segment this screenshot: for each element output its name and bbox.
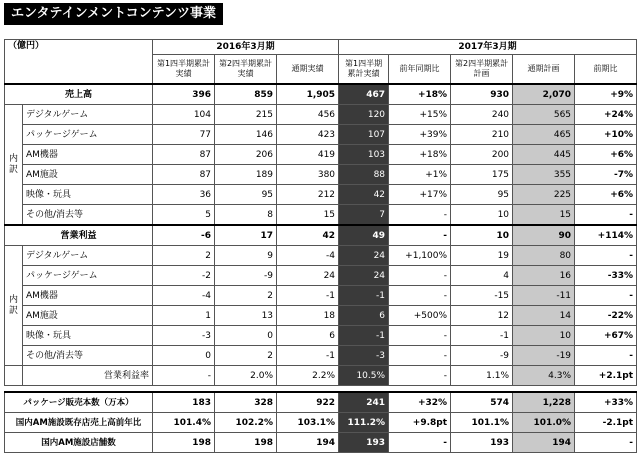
value-cell: -6 xyxy=(153,225,215,246)
value-cell: 18 xyxy=(277,306,339,326)
uchiwake-char: 内 xyxy=(8,294,18,305)
value-cell: 101.1% xyxy=(451,413,513,433)
value-cell: 1 xyxy=(153,306,215,326)
value-cell: 120 xyxy=(339,105,389,125)
value-cell: 5 xyxy=(153,205,215,226)
value-cell: - xyxy=(575,433,637,453)
value-cell: -3 xyxy=(153,326,215,346)
value-cell: - xyxy=(575,346,637,366)
uchiwake-char: 訳 xyxy=(8,305,18,316)
value-cell: 24 xyxy=(339,266,389,286)
header-row-years xyxy=(5,40,637,55)
value-cell: 0 xyxy=(215,326,277,346)
value-cell: 101.4% xyxy=(153,413,215,433)
value-cell: 930 xyxy=(451,84,513,105)
value-cell: 87 xyxy=(153,145,215,165)
value-cell: 88 xyxy=(339,165,389,185)
row-label: その他/消去等 xyxy=(23,205,153,226)
value-cell: 355 xyxy=(513,165,575,185)
value-cell: 396 xyxy=(153,84,215,105)
financial-table xyxy=(4,39,637,453)
row-label: AM施設 xyxy=(23,306,153,326)
value-cell: -9 xyxy=(215,266,277,286)
col-header: 第2四半期累計実績 xyxy=(215,55,277,85)
value-cell: 6 xyxy=(277,326,339,346)
value-cell: 467 xyxy=(339,84,389,105)
value-cell: +6% xyxy=(575,145,637,165)
value-cell: 2.2% xyxy=(277,366,339,386)
col-header: 通期計画 xyxy=(513,55,575,85)
col-header: 第1四半期累計実績 xyxy=(153,55,215,85)
value-cell: 111.2% xyxy=(339,413,389,433)
col-header: 第1四半期累計実績 xyxy=(339,55,389,85)
value-cell: 445 xyxy=(513,145,575,165)
table-row xyxy=(5,266,637,286)
uchiwake-char: 内 xyxy=(8,153,18,164)
unit-label: （億円） xyxy=(5,40,153,85)
value-cell: 87 xyxy=(153,165,215,185)
value-cell: - xyxy=(153,366,215,386)
value-cell: -2 xyxy=(153,266,215,286)
value-cell: 90 xyxy=(513,225,575,246)
value-cell: +1,100% xyxy=(389,246,451,266)
value-cell: 423 xyxy=(277,125,339,145)
value-cell: 10 xyxy=(451,225,513,246)
row-label: 映像・玩具 xyxy=(23,326,153,346)
value-cell: 194 xyxy=(513,433,575,453)
value-cell: +10% xyxy=(575,125,637,145)
value-cell: - xyxy=(389,286,451,306)
table-row xyxy=(5,145,637,165)
value-cell: 146 xyxy=(215,125,277,145)
row-label: パッケージゲーム xyxy=(23,266,153,286)
value-cell: 104 xyxy=(153,105,215,125)
row-label: 営業利益 xyxy=(5,225,153,246)
value-cell: 419 xyxy=(277,145,339,165)
value-cell: +9% xyxy=(575,84,637,105)
value-cell: +18% xyxy=(389,145,451,165)
value-cell: 24 xyxy=(339,246,389,266)
value-cell: 16 xyxy=(513,266,575,286)
value-cell: -3 xyxy=(339,346,389,366)
page-title: エンタテインメントコンテンツ事業 xyxy=(4,3,223,25)
table-row xyxy=(5,246,637,266)
value-cell: 465 xyxy=(513,125,575,145)
value-cell: 12 xyxy=(451,306,513,326)
value-cell: 198 xyxy=(215,433,277,453)
value-cell: 10.5% xyxy=(339,366,389,386)
value-cell: 194 xyxy=(277,433,339,453)
value-cell: 10 xyxy=(451,205,513,226)
row-label: 国内AM施設店舗数 xyxy=(5,433,153,453)
value-cell: 36 xyxy=(153,185,215,205)
row-label: デジタルゲーム xyxy=(23,105,153,125)
value-cell: 198 xyxy=(153,433,215,453)
value-cell: 4.3% xyxy=(513,366,575,386)
value-cell: +24% xyxy=(575,105,637,125)
value-cell: 1.1% xyxy=(451,366,513,386)
value-cell: +18% xyxy=(389,84,451,105)
value-cell: - xyxy=(575,246,637,266)
value-cell: 2 xyxy=(215,346,277,366)
table-row xyxy=(5,225,637,246)
value-cell: 189 xyxy=(215,165,277,185)
value-cell: 212 xyxy=(277,185,339,205)
table-row xyxy=(5,366,637,386)
value-cell: - xyxy=(389,326,451,346)
value-cell: 2 xyxy=(215,286,277,306)
value-cell: 2,070 xyxy=(513,84,575,105)
value-cell: +33% xyxy=(575,392,637,413)
value-cell: +1% xyxy=(389,165,451,185)
value-cell: 380 xyxy=(277,165,339,185)
value-cell: -2.1pt xyxy=(575,413,637,433)
value-cell: 7 xyxy=(339,205,389,226)
value-cell: -4 xyxy=(153,286,215,306)
value-cell: -1 xyxy=(339,326,389,346)
value-cell: -33% xyxy=(575,266,637,286)
value-cell: 15 xyxy=(513,205,575,226)
value-cell: 9 xyxy=(215,246,277,266)
row-label: その他/消去等 xyxy=(23,346,153,366)
value-cell: 95 xyxy=(215,185,277,205)
value-cell: - xyxy=(389,266,451,286)
uchiwake-char: 訳 xyxy=(8,164,18,175)
value-cell: 922 xyxy=(277,392,339,413)
value-cell: 1,905 xyxy=(277,84,339,105)
col-header: 前年同期比 xyxy=(389,55,451,85)
row-label: パッケージゲーム xyxy=(23,125,153,145)
table-row xyxy=(5,392,637,413)
value-cell: -22% xyxy=(575,306,637,326)
uchiwake-label xyxy=(5,105,23,226)
table-row xyxy=(5,84,637,105)
value-cell: - xyxy=(389,225,451,246)
value-cell: - xyxy=(389,366,451,386)
table-row xyxy=(5,413,637,433)
value-cell: +32% xyxy=(389,392,451,413)
value-cell: 1,228 xyxy=(513,392,575,413)
value-cell: 80 xyxy=(513,246,575,266)
value-cell: +9.8pt xyxy=(389,413,451,433)
row-label: デジタルゲーム xyxy=(23,246,153,266)
value-cell: 14 xyxy=(513,306,575,326)
value-cell: 103 xyxy=(339,145,389,165)
fy2017-header: 2017年3月期 xyxy=(339,40,637,55)
value-cell: 4 xyxy=(451,266,513,286)
empty-cell xyxy=(5,366,23,386)
row-label: AM機器 xyxy=(23,145,153,165)
value-cell: 107 xyxy=(339,125,389,145)
value-cell: -7% xyxy=(575,165,637,185)
value-cell: 17 xyxy=(215,225,277,246)
value-cell: 565 xyxy=(513,105,575,125)
value-cell: - xyxy=(575,286,637,306)
value-cell: 210 xyxy=(451,125,513,145)
value-cell: 574 xyxy=(451,392,513,413)
row-label: 国内AM施設既存店売上高前年比 xyxy=(5,413,153,433)
table-row xyxy=(5,286,637,306)
value-cell: -9 xyxy=(451,346,513,366)
row-label: 営業利益率 xyxy=(23,366,153,386)
value-cell: -4 xyxy=(277,246,339,266)
value-cell: 200 xyxy=(451,145,513,165)
row-label: AM機器 xyxy=(23,286,153,306)
value-cell: 2.0% xyxy=(215,366,277,386)
value-cell: 49 xyxy=(339,225,389,246)
value-cell: 95 xyxy=(451,185,513,205)
value-cell: - xyxy=(389,346,451,366)
table-row xyxy=(5,326,637,346)
value-cell: +17% xyxy=(389,185,451,205)
value-cell: - xyxy=(575,205,637,226)
value-cell: 241 xyxy=(339,392,389,413)
value-cell: 2 xyxy=(153,246,215,266)
value-cell: -1 xyxy=(277,346,339,366)
value-cell: -15 xyxy=(451,286,513,306)
value-cell: +15% xyxy=(389,105,451,125)
value-cell: +67% xyxy=(575,326,637,346)
value-cell: 42 xyxy=(277,225,339,246)
value-cell: 225 xyxy=(513,185,575,205)
value-cell: 0 xyxy=(153,346,215,366)
table-row xyxy=(5,205,637,226)
col-header: 通期実績 xyxy=(277,55,339,85)
row-label: 売上高 xyxy=(5,84,153,105)
table-row xyxy=(5,346,637,366)
value-cell: 77 xyxy=(153,125,215,145)
fy2016-header: 2016年3月期 xyxy=(153,40,339,55)
row-label: 映像・玩具 xyxy=(23,185,153,205)
table-row xyxy=(5,433,637,453)
col-header: 前期比 xyxy=(575,55,637,85)
table-row xyxy=(5,125,637,145)
value-cell: 42 xyxy=(339,185,389,205)
value-cell: 19 xyxy=(451,246,513,266)
value-cell: 102.2% xyxy=(215,413,277,433)
value-cell: 193 xyxy=(339,433,389,453)
value-cell: 10 xyxy=(513,326,575,346)
table-row xyxy=(5,306,637,326)
value-cell: 101.0% xyxy=(513,413,575,433)
value-cell: 240 xyxy=(451,105,513,125)
table-row xyxy=(5,105,637,125)
value-cell: 183 xyxy=(153,392,215,413)
value-cell: +39% xyxy=(389,125,451,145)
value-cell: 206 xyxy=(215,145,277,165)
value-cell: -1 xyxy=(277,286,339,306)
value-cell: 215 xyxy=(215,105,277,125)
value-cell: -1 xyxy=(339,286,389,306)
row-label: パッケージ販売本数（万本） xyxy=(5,392,153,413)
value-cell: - xyxy=(389,433,451,453)
table-row xyxy=(5,165,637,185)
value-cell: 8 xyxy=(215,205,277,226)
value-cell: +114% xyxy=(575,225,637,246)
value-cell: 859 xyxy=(215,84,277,105)
value-cell: 15 xyxy=(277,205,339,226)
value-cell: 6 xyxy=(339,306,389,326)
value-cell: -11 xyxy=(513,286,575,306)
value-cell: +6% xyxy=(575,185,637,205)
row-label: AM施設 xyxy=(23,165,153,185)
value-cell: 13 xyxy=(215,306,277,326)
value-cell: 175 xyxy=(451,165,513,185)
value-cell: 193 xyxy=(451,433,513,453)
value-cell: 103.1% xyxy=(277,413,339,433)
value-cell: -1 xyxy=(451,326,513,346)
table-row xyxy=(5,185,637,205)
value-cell: - xyxy=(389,205,451,226)
col-header: 第2四半期累計計画 xyxy=(451,55,513,85)
value-cell: -19 xyxy=(513,346,575,366)
value-cell: +500% xyxy=(389,306,451,326)
value-cell: 456 xyxy=(277,105,339,125)
value-cell: +2.1pt xyxy=(575,366,637,386)
value-cell: 24 xyxy=(277,266,339,286)
value-cell: 328 xyxy=(215,392,277,413)
uchiwake-label xyxy=(5,246,23,366)
